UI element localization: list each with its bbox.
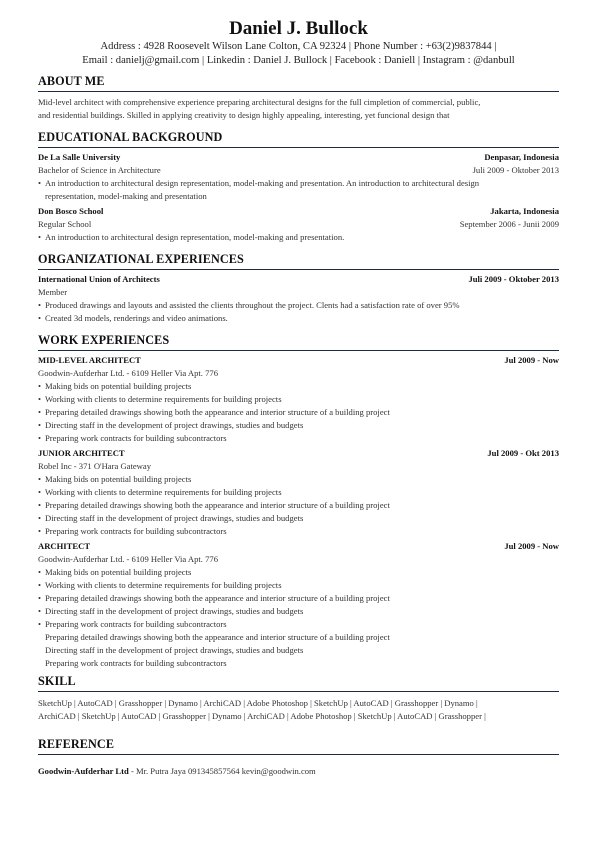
school-location: Jakarta, Indonesia xyxy=(490,206,559,216)
job-position: JUNIOR ARCHITECT xyxy=(38,448,125,458)
reference-entry xyxy=(38,765,559,778)
about-line-1: Mid-level architect with comprehensive experience preparing architectural designs for the full cimpletion of commercial, public, xyxy=(38,97,481,107)
job-bullets xyxy=(38,473,559,538)
resume-header xyxy=(38,18,559,68)
job-bullet: • Making bids on potential building projects xyxy=(38,473,559,486)
job-company: Robel Inc - 371 O'Hara Gateway xyxy=(38,461,151,471)
job-bullet: • Directing staff in the development of project drawings, studies and budgets xyxy=(38,419,559,432)
job-extra-line: Preparing work contracts for building subcontractors xyxy=(45,658,227,668)
job-company: Goodwin-Aufderhar Ltd. - 6109 Heller Via Apt. 776 xyxy=(38,554,218,564)
reference-section xyxy=(38,737,559,778)
organization-row-header xyxy=(38,273,559,286)
organizational-heading: ORGANIZATIONAL EXPERIENCES xyxy=(38,252,559,270)
organization-bullets xyxy=(38,299,559,325)
job-dates: Jul 2009 - Now xyxy=(504,355,559,365)
work-heading: WORK EXPERIENCES xyxy=(38,333,559,351)
contact-line-address-phone: Address : 4928 Roosevelt Wilson Lane Colton, CA 92324 | Phone Number : +63(2)9837844 | xyxy=(100,41,497,52)
work-section xyxy=(38,333,559,670)
reference-heading: REFERENCE xyxy=(38,737,559,755)
job-bullet: • Preparing detailed drawings showing both the appearance and interior structure of a building project xyxy=(38,406,559,419)
job-bullet: • Making bids on potential building projects xyxy=(38,380,559,393)
job-bullet: • Preparing work contracts for building subcontractors xyxy=(38,525,559,538)
education-row-degree xyxy=(38,164,559,177)
job-bullet: • Preparing detailed drawings showing both the appearance and interior structure of a building project xyxy=(38,592,559,605)
job-dates: Jul 2009 - Okt 2013 xyxy=(487,448,559,458)
job-entry xyxy=(38,540,559,670)
education-row-header xyxy=(38,205,559,218)
degree: Regular School xyxy=(38,219,92,229)
education-bullet-continued: representation, model-making and presentation xyxy=(45,191,207,201)
education-heading: EDUCATIONAL BACKGROUND xyxy=(38,130,559,148)
job-position: ARCHITECT xyxy=(38,541,91,551)
job-extra-line: Preparing detailed drawings showing both the appearance and interior structure of a building project xyxy=(45,632,390,642)
skill-section xyxy=(38,674,559,723)
job-row-header xyxy=(38,354,559,367)
skill-heading: SKILL xyxy=(38,674,559,692)
job-dates: Jul 2009 - Now xyxy=(504,541,559,551)
education-bullet: • An introduction to architectural design representation, model-making and presentation. xyxy=(38,231,559,244)
organization-bullet: • Created 3d models, renderings and video animations. xyxy=(38,312,559,325)
organization-row-role xyxy=(38,286,559,299)
job-position: MID-LEVEL ARCHITECT xyxy=(38,355,141,365)
job-entry xyxy=(38,447,559,538)
school-location: Denpasar, Indonesia xyxy=(484,152,559,162)
job-bullet: • Working with clients to determine requirements for building projects xyxy=(38,393,559,406)
job-extra-line: Directing staff in the development of project drawings, studies and budgets xyxy=(45,645,304,655)
job-bullet: • Working with clients to determine requirements for building projects xyxy=(38,579,559,592)
job-bullet: • Directing staff in the development of project drawings, studies and budgets xyxy=(38,605,559,618)
organization-bullet: • Produced drawings and layouts and assisted the clients throughout the project. Clents had a satisfaction rate of over 95% xyxy=(38,299,559,312)
school-name: De La Salle University xyxy=(38,152,121,162)
organization-name: International Union of Architects xyxy=(38,274,160,284)
job-bullet: • Preparing detailed drawings showing both the appearance and interior structure of a building project xyxy=(38,499,559,512)
job-bullets xyxy=(38,566,559,670)
candidate-name: Daniel J. Bullock xyxy=(229,18,368,39)
job-bullet: • Preparing work contracts for building subcontractors xyxy=(38,618,559,631)
education-bullets xyxy=(38,177,559,203)
education-bullets xyxy=(38,231,559,244)
job-bullet: • Making bids on potential building projects xyxy=(38,566,559,579)
education-section xyxy=(38,130,559,244)
degree: Bachelor of Science in Architecture xyxy=(38,165,161,175)
job-row-company xyxy=(38,367,559,380)
job-row-company xyxy=(38,553,559,566)
job-entry xyxy=(38,354,559,445)
education-dates: Juli 2009 - Oktober 2013 xyxy=(472,165,559,175)
job-bullets xyxy=(38,380,559,445)
resume-page xyxy=(38,18,559,778)
job-row-company xyxy=(38,460,559,473)
education-entry xyxy=(38,151,559,203)
job-bullet: • Preparing work contracts for building subcontractors xyxy=(38,432,559,445)
about-heading: ABOUT ME xyxy=(38,74,559,92)
job-row-header xyxy=(38,447,559,460)
skill-line-1: SketchUp | AutoCAD | Grasshopper | Dynamo | ArchiCAD | Adobe Photoshop | SketchUp | AutoCAD | Grasshopper | Dynamo | xyxy=(38,698,478,708)
organization-entry xyxy=(38,273,559,325)
organization-role: Member xyxy=(38,287,68,297)
organization-dates: Juli 2009 - Oktober 2013 xyxy=(468,274,559,284)
about-section xyxy=(38,74,559,122)
job-bullet: • Working with clients to determine requirements for building projects xyxy=(38,486,559,499)
skill-line-2: ArchiCAD | SketchUp | AutoCAD | Grasshopper | Dynamo | ArchiCAD | Adobe Photoshop | SketchUp | AutoCAD | Grasshopper | xyxy=(38,711,486,721)
job-company: Goodwin-Aufderhar Ltd. - 6109 Heller Via Apt. 776 xyxy=(38,368,218,378)
education-row-degree xyxy=(38,218,559,231)
education-entry xyxy=(38,205,559,244)
school-name: Don Bosco School xyxy=(38,206,104,216)
organizational-section xyxy=(38,252,559,325)
job-row-header xyxy=(38,540,559,553)
contact-line-social: Email : danielj@gmail.com | Linkedin : Daniel J. Bullock | Facebook : Daniell | Instagram : @danbull xyxy=(82,55,515,66)
reference-detail: - Mr. Putra Jaya 091345857564 kevin@goodwin.com xyxy=(128,766,316,776)
education-bullet: • An introduction to architectural design representation, model-making and presentation. An introduction to architectural design xyxy=(38,177,559,190)
education-dates: September 2006 - Junii 2009 xyxy=(459,219,559,229)
education-row-header xyxy=(38,151,559,164)
about-line-2: and residential buildings. Skilled in applying creativity to design highly appealing, interesting, yet funcional design that xyxy=(38,110,450,120)
job-bullet: • Directing staff in the development of project drawings, studies and budgets xyxy=(38,512,559,525)
reference-company: Goodwin-Aufderhar Ltd xyxy=(38,766,129,776)
